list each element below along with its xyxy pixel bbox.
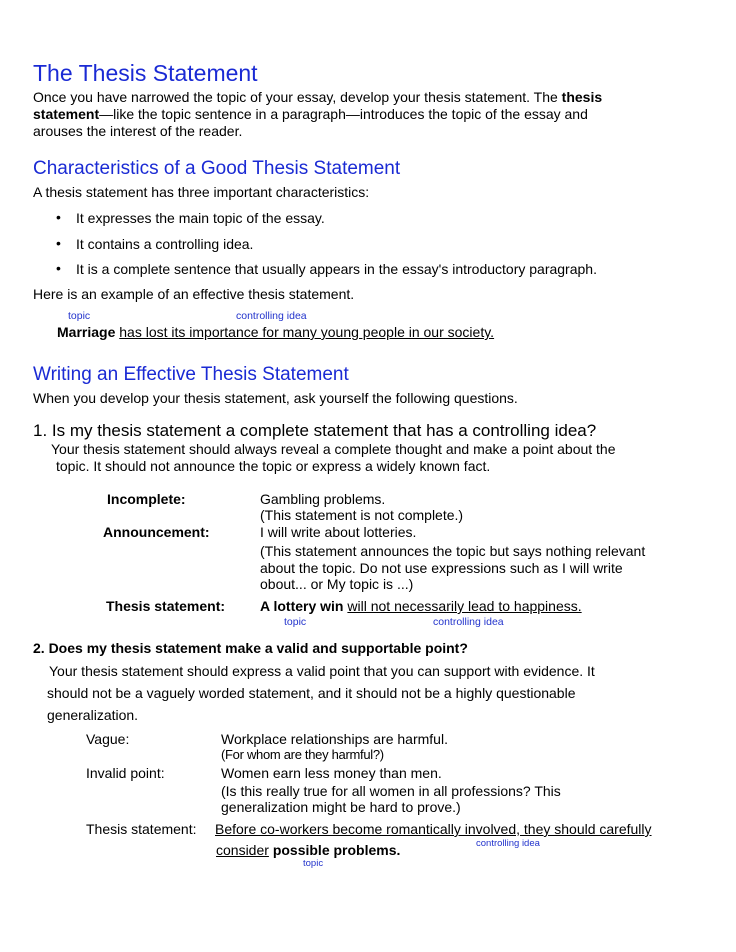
- label-topic: topic: [303, 858, 324, 869]
- row-note-announcement: obout... or My topic is ...): [260, 576, 414, 592]
- bullet-dot: •: [56, 209, 61, 225]
- row-text-vague: Workplace relationships are harmful.: [221, 731, 448, 747]
- bullet-item: It contains a controlling idea.: [76, 236, 254, 252]
- row-label-announcement: [103, 524, 210, 541]
- row-label-thesis: [106, 598, 225, 615]
- row-note-invalid: generalization might be hard to prove.): [221, 799, 461, 815]
- label-topic: topic: [284, 616, 307, 628]
- row-note-announcement: about the topic. Do not use expressions such as I will write: [260, 560, 623, 576]
- intro-line-3: arouses the interest of the reader.: [33, 123, 243, 139]
- row-note-vague: (For whom are they harmful?): [221, 747, 384, 762]
- row-text-thesis: [260, 598, 582, 615]
- row-label-vague: Vague:: [86, 731, 130, 747]
- row-label-text: Incomplete:: [107, 491, 186, 507]
- label-topic: topic: [68, 310, 91, 322]
- thesis-controlling-idea-end: consider: [216, 842, 269, 858]
- row-text-incomplete: Gambling problems.: [260, 491, 386, 507]
- intro-bold-statement: statement: [33, 106, 100, 122]
- row-note-incomplete: (This statement is not complete.): [260, 507, 464, 523]
- intro-line-1: [33, 89, 602, 106]
- row-label-invalid: Invalid point:: [86, 765, 165, 781]
- thesis-controlling-idea: Before co-workers become romantically involved, they should carefully: [215, 821, 652, 837]
- row-label-text: Thesis statement:: [106, 598, 226, 614]
- section-heading-characteristics: Characteristics of a Good Thesis Statement: [33, 158, 401, 179]
- question-1-desc: topic. It should not announce the topic or express a widely known fact.: [56, 458, 491, 474]
- label-controlling-idea: controlling idea: [236, 310, 307, 322]
- thesis-topic: possible problems.: [272, 842, 401, 858]
- question-2-title: 2. Does my thesis statement make a valid and supportable point?: [33, 640, 468, 656]
- row-text-invalid: Women earn less money than men.: [221, 765, 442, 781]
- row-label-incomplete: [107, 491, 186, 508]
- example-thesis: [57, 324, 494, 341]
- question-2-desc: generalization.: [47, 707, 139, 723]
- bullet-dot: •: [56, 260, 61, 276]
- row-note-announcement: (This statement announces the topic but says nothing relevant: [260, 543, 646, 559]
- intro-line-2: [33, 106, 588, 123]
- example-intro: Here is an example of an effective thesis statement.: [33, 286, 355, 302]
- example-topic: Marriage: [57, 324, 116, 340]
- thesis-topic: A lottery win: [260, 598, 344, 614]
- question-2-desc: should not be a vaguely worded statement, and it should not be a highly questionable: [47, 685, 576, 701]
- example-controlling-idea: has lost its importance for many young people in our society.: [119, 324, 495, 340]
- row-text-thesis: [216, 842, 400, 859]
- section2-lead: When you develop your thesis statement, ask yourself the following questions.: [33, 390, 518, 406]
- intro-bold-thesis: thesis: [561, 89, 603, 105]
- label-controlling-idea: controlling idea: [476, 838, 540, 849]
- bullet-item: It is a complete sentence that usually appears in the essay's introductory paragraph.: [76, 261, 597, 277]
- row-label-text: Announcement:: [103, 524, 210, 540]
- intro-text: —like the topic sentence in a paragraph—introduces the topic of the essay and: [99, 106, 588, 122]
- row-text-announcement: I will write about lotteries.: [260, 524, 417, 540]
- question-2-desc: Your thesis statement should express a valid point that you can support with evidence. It: [49, 663, 595, 679]
- question-1-title: 1. Is my thesis statement a complete statement that has a controlling idea?: [33, 421, 597, 440]
- bullet-item: It expresses the main topic of the essay.: [76, 210, 325, 226]
- bullet-dot: •: [56, 235, 61, 251]
- row-note-invalid: (Is this really true for all women in all professions? This: [221, 783, 561, 799]
- intro-text: Once you have narrowed the topic of your essay, develop your thesis statement. The: [33, 89, 562, 105]
- page-title: The Thesis Statement: [33, 60, 258, 86]
- row-label-thesis: Thesis statement:: [86, 821, 197, 837]
- question-1-desc: Your thesis statement should always reveal a complete thought and make a point about the: [51, 441, 616, 457]
- label-controlling-idea: controlling idea: [433, 616, 504, 628]
- thesis-controlling-idea: will not necessarily lead to happiness.: [347, 598, 582, 614]
- section1-lead: A thesis statement has three important characteristics:: [33, 184, 370, 200]
- section-heading-writing: Writing an Effective Thesis Statement: [33, 364, 349, 385]
